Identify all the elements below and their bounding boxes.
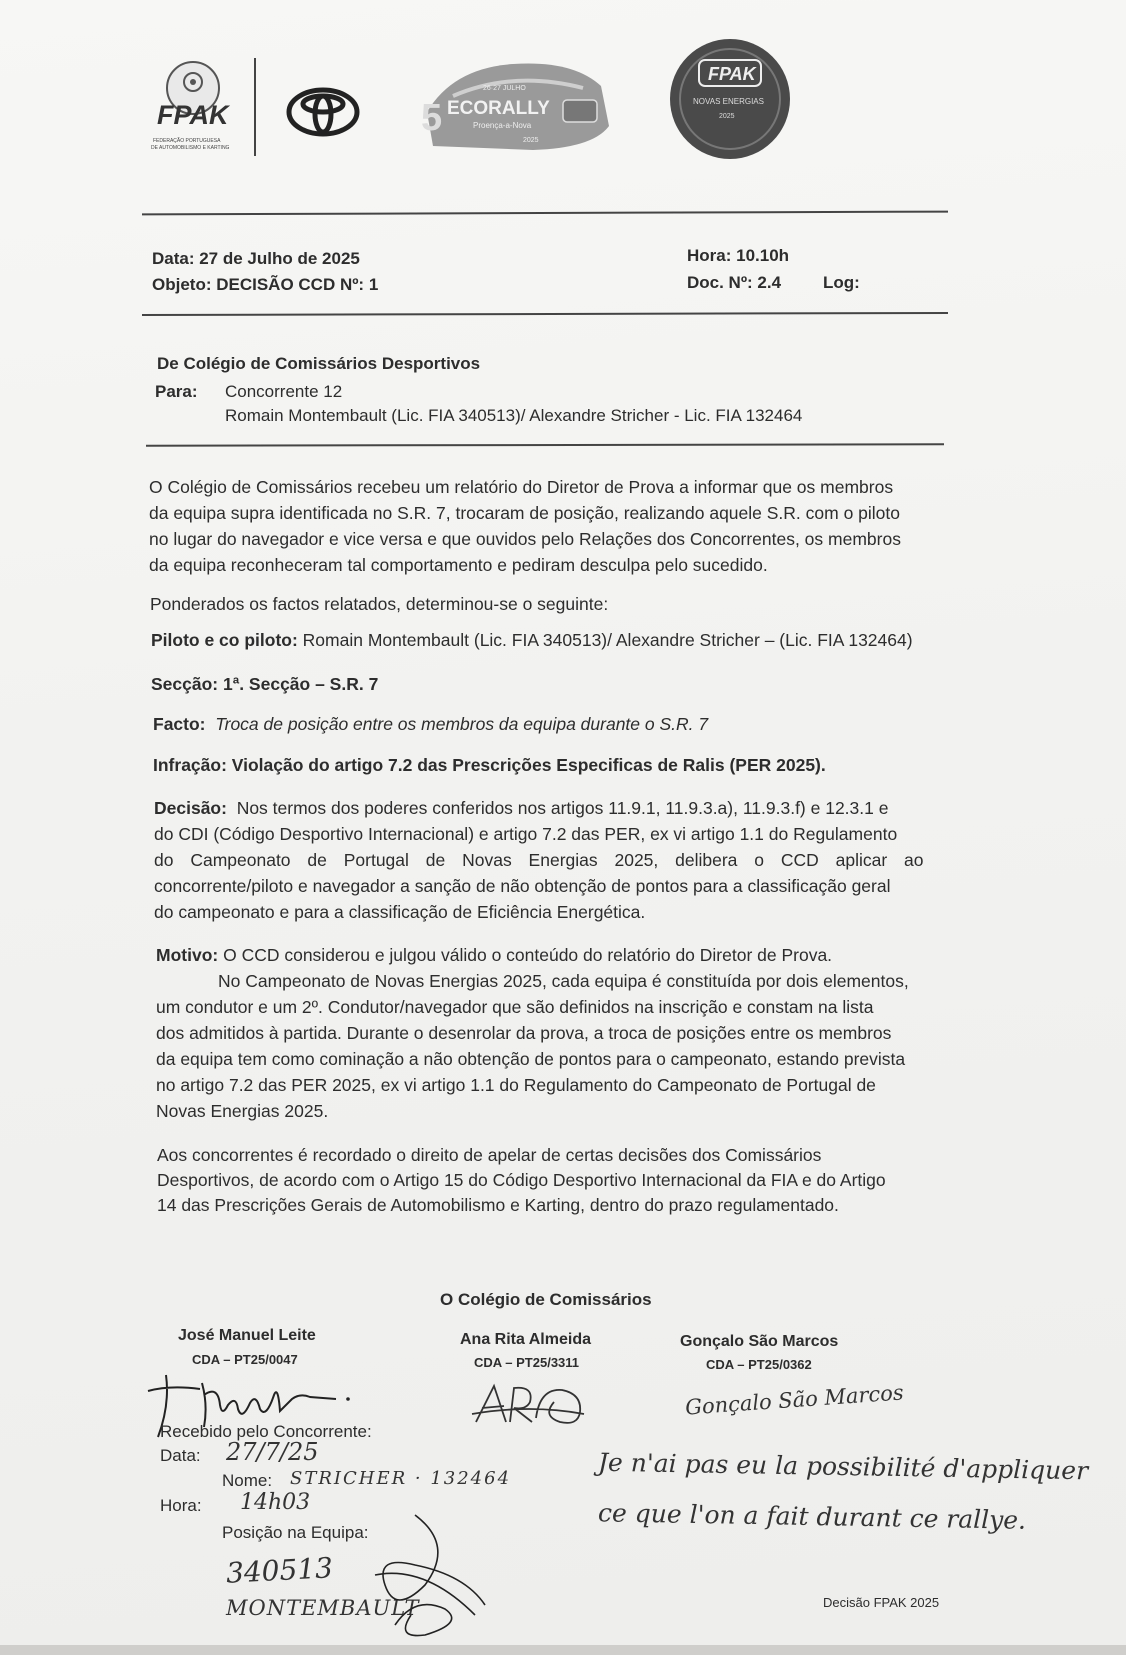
decisao-line: do campeonato e para a classificação de Eficiência Energética.	[154, 902, 646, 922]
fpak-logo-text: FPAK	[157, 100, 229, 130]
receipt-posicao-label: Posição na Equipa:	[222, 1523, 369, 1542]
decisao-line: Nos termos dos poderes conferidos nos artigos 11.9.1, 11.9.3.a), 11.9.3.f) e 12.3.1 e	[236, 798, 889, 818]
toyota-logo-icon	[285, 86, 361, 138]
ecorally-dates: 26·27 JULHO	[483, 85, 526, 92]
signatory-name: José Manuel Leite	[178, 1327, 316, 1344]
apelo-line: Aos concorrentes é recordado o direito de apelar de certas decisões dos Comissários	[157, 1145, 822, 1165]
address-para-line2: Romain Montembault (Lic. FIA 340513)/ Alexandre Stricher - Lic. FIA 132464	[225, 406, 803, 425]
header-logos	[145, 50, 785, 160]
facto-value: Troca de posição entre os membros da equipa durante o S.R. 7	[215, 714, 709, 734]
infracao-line: Infração: Violação do artigo 7.2 das Prescrições Especificas de Ralis (PER 2025).	[153, 755, 826, 775]
apelo-line: 14 das Prescrições Gerais de Automobilismo e Karting, dentro do prazo regulamentado.	[157, 1195, 839, 1215]
decisao-label: Decisão:	[154, 798, 227, 818]
header-rule	[142, 211, 948, 216]
receipt-hora-value: 14h03	[240, 1490, 311, 1515]
ecorally-text: ECORALLY	[447, 98, 550, 119]
college-title: O Colégio de Comissários	[440, 1290, 652, 1309]
fpak-logo	[151, 58, 241, 158]
piloto-line	[151, 630, 913, 651]
ecorally-logo	[413, 56, 613, 154]
receipt-title: Recebido pelo Concorrente:	[160, 1422, 372, 1441]
motivo-line: No Campeonato de Novas Energias 2025, cada equipa é constituída por dois elementos,	[218, 971, 909, 991]
motivo-line: um condutor e um 2º. Condutor/navegador que são definidos na inscrição e constam na lista	[156, 997, 874, 1017]
intro-line: no lugar do navegador e vice versa e que ouvidos pelo Relações dos Concorrentes, os membros	[149, 529, 901, 549]
apelo-line: Desportivos, de acordo com o Artigo 15 do Código Desportivo Internacional da FIA e do Artigo	[157, 1170, 886, 1190]
svg-text:DE AUTOMOBILISMO E KARTING: DE AUTOMOBILISMO E KARTING	[151, 145, 230, 151]
meta-rule	[142, 312, 948, 316]
receipt-posicao-value-1: 340513	[225, 1551, 334, 1590]
signatory-cda: CDA – PT25/0047	[192, 1352, 298, 1367]
meta-hour: Hora: 10.10h	[687, 246, 790, 265]
signatory-name: Gonçalo São Marcos	[680, 1333, 839, 1350]
logo-separator	[254, 58, 256, 156]
intro-line: O Colégio de Comissários recebeu um relatório do Diretor de Prova a informar que os membros	[149, 477, 894, 497]
address-rule	[146, 443, 944, 446]
meta-object: Objeto: DECISÃO CCD Nº: 1	[152, 275, 379, 294]
piloto-value: Romain Montembault (Lic. FIA 340513)/ Alexandre Stricher – (Lic. FIA 132464)	[302, 630, 913, 650]
piloto-label: Piloto e co piloto:	[151, 630, 298, 650]
svg-text:FEDERAÇÃO PORTUGUESA: FEDERAÇÃO PORTUGUESA	[153, 138, 221, 144]
meta-date: Data: 27 de Julho de 2025	[152, 249, 360, 268]
receipt-data-value: 27/7/25	[226, 1438, 319, 1466]
ecorally-year: 2025	[523, 137, 539, 144]
intro-paragraph	[149, 474, 944, 578]
receipt-nome-value: STRICHER · 132464	[290, 1468, 512, 1489]
seccao-line	[151, 674, 378, 695]
badge-year: 2025	[719, 113, 735, 120]
badge-sub: NOVAS ENERGIAS	[693, 97, 764, 106]
intro-line: da equipa reconheceram tal comportamento e pediram desculpa pelo sucedido.	[149, 555, 768, 575]
motivo-line: da equipa tem como cominação a não obtenção de pontos para o campeonato, estando prevista	[156, 1049, 906, 1069]
apelo-paragraph	[157, 1143, 941, 1218]
fpak-novas-energias-badge	[665, 34, 795, 164]
facto-label: Facto:	[153, 714, 206, 734]
motivo-line: dos admitidos à partida. Durante o desenrolar da prova, a troca de posições entre os membros	[156, 1023, 892, 1043]
address-para-label: Para:	[155, 382, 198, 401]
decisao-line: concorrente/piloto e navegador a sanção de não obtenção de pontos para a classificação geral	[154, 876, 891, 896]
meta-log: Log:	[823, 273, 860, 292]
receipt-nome-label: Nome:	[222, 1471, 273, 1490]
decisao-line: do Campeonato de Portugal de Novas Energias 2025, delibera o CCD aplicar ao	[154, 850, 924, 870]
seccao-label: Secção:	[151, 674, 219, 694]
receipt-hora-label: Hora:	[160, 1496, 202, 1515]
decisao-paragraph	[154, 795, 940, 925]
motivo-line: O CCD considerou e julgou válido o conteúdo do relatório do Diretor de Prova.	[223, 945, 833, 965]
intro-line: da equipa supra identificada no S.R. 7, trocaram de posição, realizando aquele S.R. com o piloto	[149, 503, 901, 523]
motivo-line: Novas Energias 2025.	[156, 1101, 329, 1121]
handwritten-note-line1: Je n'ai pas eu la possibilité d'appliquer	[597, 1447, 1089, 1486]
badge-text: FPAK	[708, 64, 756, 84]
seccao-value: 1ª. Secção – S.R. 7	[223, 674, 379, 694]
ecorally-number: 5	[421, 97, 443, 139]
ecorally-place: Proença-a-Nova	[473, 121, 532, 130]
ponderados-line: Ponderados os factos relatados, determinou-se o seguinte:	[150, 594, 609, 614]
signatory-cda: CDA – PT25/3311	[474, 1355, 580, 1370]
receipt-data-label: Data:	[160, 1446, 201, 1465]
signatory-name: Ana Rita Almeida	[460, 1331, 591, 1348]
decisao-line: do CDI (Código Desportivo Internacional) e artigo 7.2 das PER, ex vi artigo 1.1 do Regulamento	[154, 824, 898, 844]
signature-ana-rita-almeida	[470, 1378, 590, 1438]
address-from: De Colégio de Comissários Desportivos	[157, 354, 481, 373]
signature-goncalo-sao-marcos: Gonçalo São Marcos	[684, 1380, 905, 1420]
motivo-label: Motivo:	[156, 945, 219, 965]
footer-text: Decisão FPAK 2025	[823, 1595, 940, 1610]
meta-doc-number: Doc. Nº: 2.4	[687, 273, 782, 292]
motivo-line: no artigo 7.2 das PER 2025, ex vi artigo 1.1 do Regulamento do Campeonato de Portugal de	[156, 1075, 876, 1095]
receipt-posicao-value-2: MONTEMBAULT	[226, 1596, 420, 1620]
address-para-line1: Concorrente 12	[225, 382, 343, 401]
motivo-paragraph	[156, 942, 940, 1124]
facto-line	[153, 714, 708, 735]
handwritten-note-line2: ce que l'on a fait durant ce rallye.	[597, 1498, 1027, 1535]
signature-concorrente	[355, 1505, 495, 1645]
signatory-cda: CDA – PT25/0362	[706, 1357, 812, 1372]
